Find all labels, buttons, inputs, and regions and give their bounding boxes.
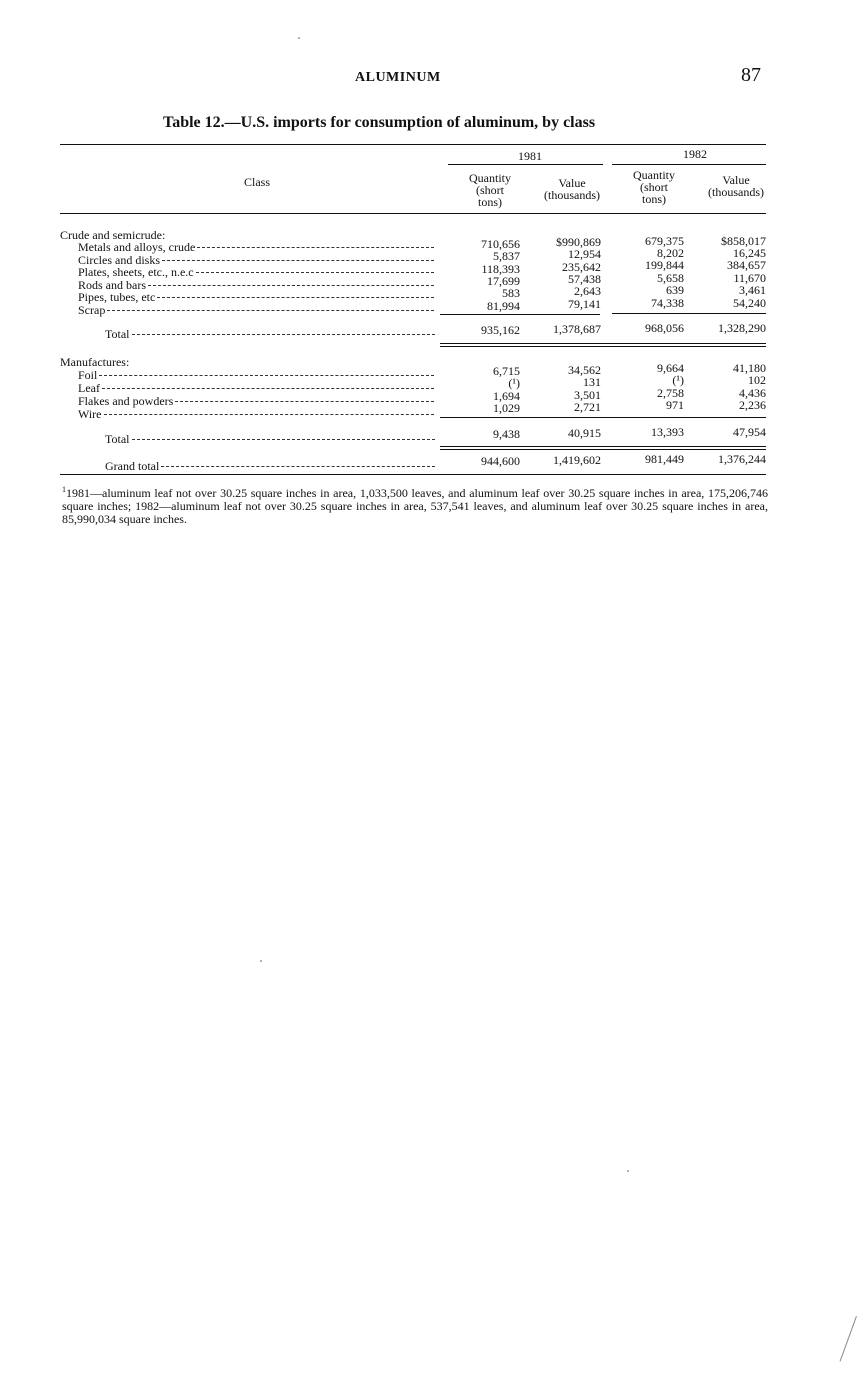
scan-speck: [627, 1170, 629, 1172]
table-bottom-rule: [60, 474, 766, 475]
section-title-manufactures: Manufactures:: [60, 355, 130, 369]
page-number: 87: [741, 64, 761, 86]
footnote-reference: (¹): [672, 373, 684, 387]
year-rule-1981: [448, 164, 603, 165]
grand-total-double-rule-top: [440, 446, 766, 447]
year-rule-1982: [612, 164, 766, 165]
footnote-text: 1981—aluminum leaf not over 30.25 square inches in area, 1,033,500 leaves, and aluminum leaf over 30.25 square inches in area, 175,206,746 square inches; 1982—aluminum leaf not over 30.25 square inches in area, 537,541 leaves, and aluminum leaf over 30.25 square inches in area, 85,990,034 square inches.: [62, 486, 768, 526]
table-footnote: [62, 483, 768, 526]
subtotal-rule-1981: [440, 314, 600, 315]
footnote-marker: 1: [62, 485, 66, 494]
year-header-1982: 1982: [683, 147, 707, 161]
scan-speck: [298, 37, 300, 39]
section-double-rule-top: [440, 343, 766, 344]
subtotal-rule-1982: [612, 313, 766, 314]
table-title: Table 12.—U.S. imports for consumption of aluminum, by class: [163, 114, 596, 131]
footnote-reference: (¹): [508, 376, 520, 390]
scan-speck: [260, 960, 262, 962]
year-header-1981: 1981: [518, 149, 542, 163]
grand-total-double-rule-bottom: [440, 449, 766, 450]
header-bottom-rule: [60, 213, 766, 214]
section-double-rule-bottom: [440, 346, 766, 347]
running-header: ALUMINUM: [355, 70, 441, 85]
scan-scratch: [840, 1316, 857, 1361]
class-column-header: Class: [243, 175, 270, 189]
table-top-rule: [60, 144, 766, 145]
subtotal-rule-manufactures: [440, 417, 766, 418]
section-title-crude: Crude and semicrude:: [60, 228, 166, 242]
